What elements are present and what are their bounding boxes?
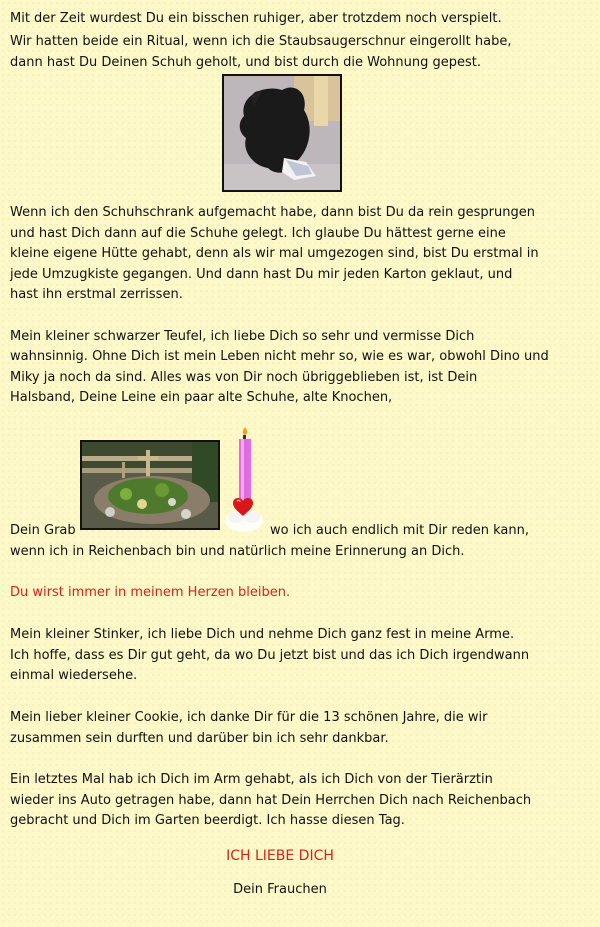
dog-photo (222, 74, 342, 192)
paragraph-6-line-1: Mein lieber kleiner Cookie, ich danke Dir für die 13 schönen Jahre, die wir (10, 710, 488, 725)
signature: Dein Frauchen (233, 882, 327, 897)
paragraph-1-line-1: Mit der Zeit wurdest Du ein bisschen ruhiger, aber trotzdem noch verspielt. (10, 11, 502, 26)
paragraph-2-line-2: und hast Dich dann auf die Schuhe gelegt. Ich glaube Du hättest gerne eine (10, 226, 506, 241)
paragraph-7-line-1: Ein letztes Mal hab ich Dich im Arm gehabt, als ich Dich von der Tierärztin (10, 772, 493, 787)
paragraph-7-line-3: gebracht und Dich im Garten beerdigt. Ich hasse diesen Tag. (10, 813, 405, 828)
paragraph-3-line-4: Halsband, Deine Leine ein paar alte Schuhe, alte Knochen, (10, 390, 393, 405)
paragraph-2-line-5: hast ihn erstmal zerrissen. (10, 287, 183, 302)
i-love-you-heading: ICH LIEBE DICH (226, 848, 334, 864)
grab-text-line-2: wenn ich in Reichenbach bin und natürlich meine Erinnerung an Dich. (10, 544, 465, 559)
paragraph-6-line-2: zusammen sein durften und darüber bin ich sehr dankbar. (10, 731, 389, 746)
heart-icon (232, 497, 254, 517)
memorial-candle-icon (224, 425, 264, 533)
grave-photo (80, 440, 220, 530)
paragraph-5-line-3: einmal wiedersehe. (10, 668, 138, 683)
paragraph-5-line-1: Mein kleiner Stinker, ich liebe Dich und nehme Dich ganz fest in meine Arme. (10, 627, 515, 642)
paragraph-7-line-2: wieder ins Auto getragen habe, dann hat Dein Herrchen Dich nach Reichenbach (10, 793, 532, 808)
grab-text-before: Dein Grab (10, 523, 76, 538)
paragraph-3-line-3: Miky ja noch da sind. Alles was von Dir noch übriggeblieben ist, ist Dein (10, 370, 478, 385)
paragraph-2-line-1: Wenn ich den Schuhschrank aufgemacht habe, dann bist Du da rein gesprungen (10, 205, 535, 220)
paragraph-5-line-2: Ich hoffe, dass es Dir gut geht, da wo Du jetzt bist und das ich Dich irgendwann (10, 648, 530, 663)
paragraph-3-line-2: wahnsinnig. Ohne Dich ist mein Leben nicht mehr so, wie es war, obwohl Dino und (10, 349, 549, 364)
paragraph-3-line-1: Mein kleiner schwarzer Teufel, ich liebe Dich so sehr und vermisse Dich (10, 329, 475, 344)
paragraph-2-line-4: jede Umzugkiste gegangen. Und dann hast Du mir jeden Karton geklaut, und (10, 267, 513, 282)
heart-forever-line: Du wirst immer in meinem Herzen bleiben. (10, 585, 291, 600)
paragraph-1-line-2: Wir hatten beide ein Ritual, wenn ich die Staubsaugerschnur eingerollt habe, (10, 34, 512, 49)
paragraph-1-line-3: dann hast Du Deinen Schuh geholt, und bist durch die Wohnung gepest. (10, 55, 481, 70)
grab-text-after: wo ich auch endlich mit Dir reden kann, (270, 523, 529, 538)
paragraph-2-line-3: kleine eigene Hütte gehabt, denn als wir mal umgezogen sind, bist Du erstmal in (10, 246, 539, 261)
